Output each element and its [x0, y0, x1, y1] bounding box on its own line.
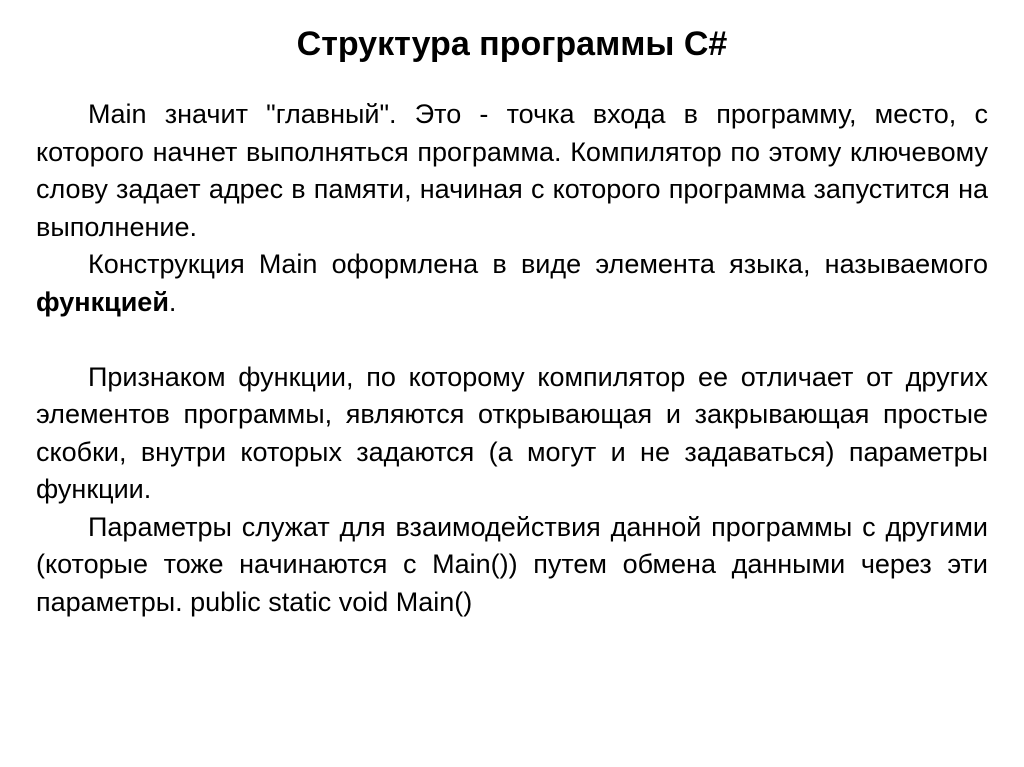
paragraph-parameters: Параметры служат для взаимодействия данной программы с другими (которые тоже начинаются с Main()) путем обмена данными через эти параметры. public static void Main()	[36, 511, 988, 617]
paragraph-main-function	[36, 246, 988, 321]
term-function: функцией	[36, 286, 169, 317]
paragraph-main-function-end: .	[168, 286, 177, 317]
paragraph-main-entry-point: Main значит "главный". Это - точка входа в программу, место, с которого начнет выполняться программа. Компилятор по этому ключевому слову задает адрес в памяти, начиная с которого программа запустится на выполнение.	[36, 99, 988, 242]
paragraph-function-sign: Признаком функции, по которому компилятор ее отличает от других элементов программы, являются открывающая и закрывающая простые скобки, внутри которых задаются (а могут и не задаваться) параметры функции.	[36, 361, 988, 504]
slide-title: Структура программы C#	[296, 25, 728, 63]
paragraph-main-function-text: Конструкция Main оформлена в виде элемента языка, называемого	[88, 249, 988, 279]
paragraph-spacer	[36, 321, 988, 359]
slide-body	[36, 96, 988, 621]
